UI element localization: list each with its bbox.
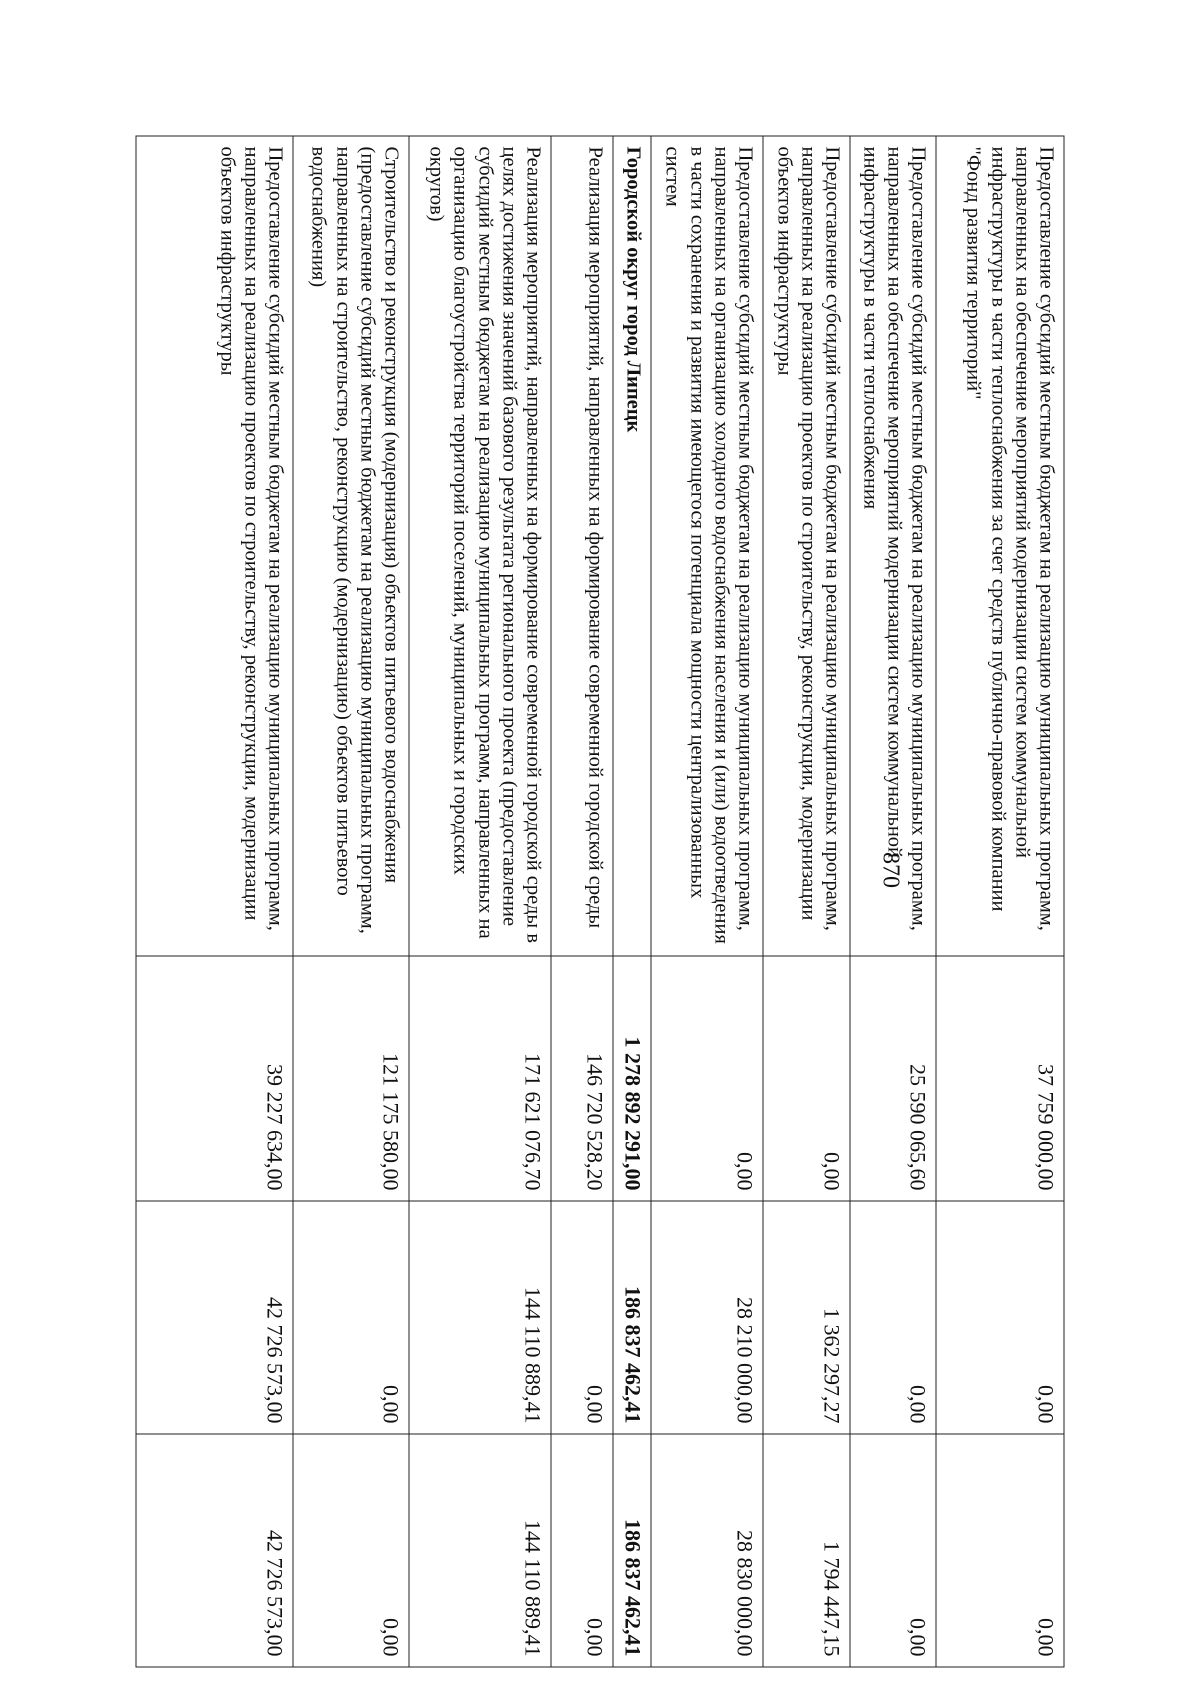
- value-col-3: 28 830 000,00: [651, 1434, 763, 1667]
- table-row-district-total: [613, 136, 651, 1667]
- row-description: Строительство и реконструкция (модернизация) объектов питьевого водоснабжения (предоставление субсидий местным бюджетам на реализацию муниципальных программ, направленных на строительство, реконструкцию (модернизацию) объектов питьевого водоснабжения): [293, 136, 409, 956]
- value-col-1: 146 720 528,20: [551, 956, 613, 1201]
- value-col-2: 1 362 297,27: [763, 1201, 850, 1434]
- value-col-2: 28 210 000,00: [651, 1201, 763, 1434]
- row-description: Предоставление субсидий местным бюджетам на реализацию муниципальных программ, направленных на обеспечение мероприятий модернизации систем коммунальной инфраструктуры в части теплоснабжения за счет средств публично-правовой компании "Фонд развития территорий": [936, 136, 1064, 956]
- value-col-2: 144 110 889,41: [409, 1201, 551, 1434]
- row-description: Реализация мероприятий, направленных на формирование современной городской среды: [551, 136, 613, 956]
- table-row: [850, 136, 936, 1667]
- value-col-1: 0,00: [763, 956, 850, 1201]
- value-col-3: 0,00: [936, 1434, 1064, 1667]
- value-col-3: 1 794 447,15: [763, 1434, 850, 1667]
- value-col-2: 42 726 573,00: [136, 1201, 293, 1434]
- value-col-2: 186 837 462,41: [613, 1201, 651, 1434]
- value-col-1: 171 621 076,70: [409, 956, 551, 1201]
- value-col-1: 121 175 580,00: [293, 956, 409, 1201]
- value-col-1: 25 590 065,60: [850, 956, 936, 1201]
- table-row: [936, 136, 1064, 1667]
- value-col-3: 0,00: [850, 1434, 936, 1667]
- value-col-3: 0,00: [293, 1434, 409, 1667]
- rotated-table-container: [136, 136, 1065, 1667]
- table-row: [136, 136, 293, 1667]
- table-row: [409, 136, 551, 1667]
- row-description: Предоставление субсидий местным бюджетам на реализацию муниципальных программ, направленных на обеспечение мероприятий модернизации систем коммунальной инфраструктуры в части теплоснабжения: [850, 136, 936, 956]
- value-col-3: 186 837 462,41: [613, 1434, 651, 1667]
- value-col-1: 1 278 892 291,00: [613, 956, 651, 1201]
- budget-table: [136, 136, 1065, 1668]
- row-description: Предоставление субсидий местным бюджетам на реализацию муниципальных программ, направленных на реализацию проектов по строительству, реконструкции, модернизации объектов инфраструктуры: [763, 136, 850, 956]
- value-col-2: 0,00: [551, 1201, 613, 1434]
- value-col-3: 144 110 889,41: [409, 1434, 551, 1667]
- value-col-1: 0,00: [651, 956, 763, 1201]
- district-name: Городской округ город Липецк: [613, 136, 651, 956]
- value-col-2: 0,00: [293, 1201, 409, 1434]
- value-col-3: 0,00: [551, 1434, 613, 1667]
- value-col-1: 39 227 634,00: [136, 956, 293, 1201]
- row-description: Реализация мероприятий, направленных на формирование современной городской среды в целях достижения значений базового результата регионального проекта (предоставление субсидий местным бюджетам на реализацию муниципальных программ, направленных на организацию благоустройства территорий поселений, муниципальных и городских округов): [409, 136, 551, 956]
- table-row: [651, 136, 763, 1667]
- page-number: 870: [877, 852, 904, 888]
- table-row: [293, 136, 409, 1667]
- row-description: Предоставление субсидий местным бюджетам на реализацию муниципальных программ, направленных на реализацию проектов по строительству, реконструкции, модернизации объектов инфраструктуры: [136, 136, 293, 956]
- value-col-1: 37 759 000,00: [936, 956, 1064, 1201]
- value-col-2: 0,00: [850, 1201, 936, 1434]
- table-row: [551, 136, 613, 1667]
- value-col-2: 0,00: [936, 1201, 1064, 1434]
- value-col-3: 42 726 573,00: [136, 1434, 293, 1667]
- table-row: [763, 136, 850, 1667]
- row-description: Предоставление субсидий местным бюджетам на реализацию муниципальных программ, направленных на организацию холодного водоснабжения населения и (или) водоотведения в части сохранения и развития имеющегося потенциала мощности централизованных систем: [651, 136, 763, 956]
